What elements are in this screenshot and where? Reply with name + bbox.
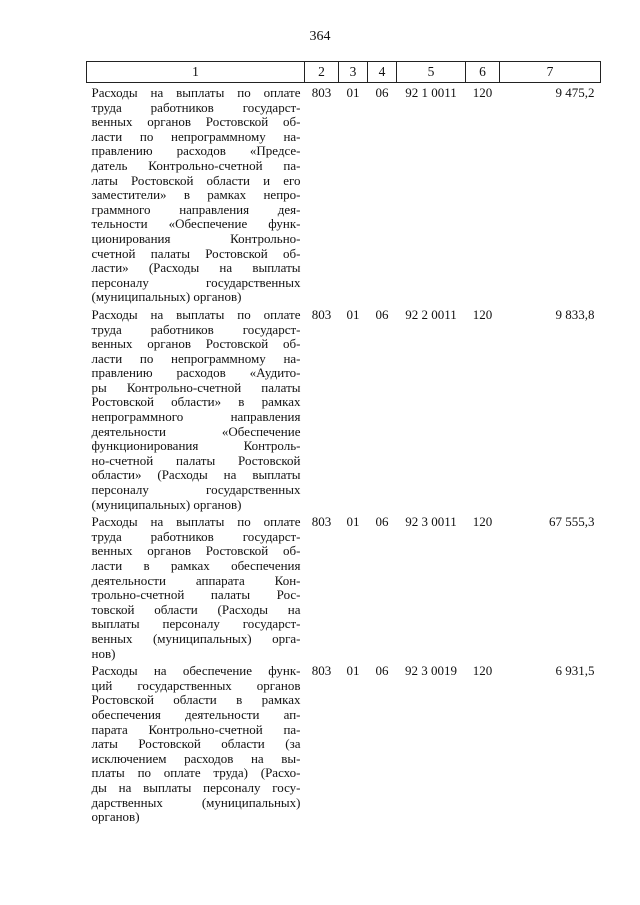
row-section-code: 01 — [346, 663, 360, 679]
description-line: ры Контрольно-счетной палаты — [91, 379, 301, 395]
description-line: латы Ростовской области и его — [91, 172, 301, 188]
table-row — [87, 661, 601, 825]
row-amount: 9 475,2 — [555, 85, 595, 100]
description-line: венных (муниципальных) орга- — [91, 630, 301, 646]
description-line: венных органов Ростовской об- — [91, 336, 301, 352]
description-line: ласти по непрограммному на- — [91, 128, 301, 144]
description-line: ций государственных органов — [91, 677, 301, 693]
description-line: области» (Расходы на выплаты — [91, 467, 301, 483]
description-line: трольно-счетной палаты Рос- — [91, 587, 301, 603]
description-line: деятельности «Обеспечение — [91, 423, 301, 439]
row-ministry-code: 803 — [311, 663, 332, 679]
header-col-5: 5 — [397, 62, 466, 83]
description-line: Расходы на выплаты по оплате — [91, 306, 301, 322]
row-section-code: 01 — [346, 306, 360, 322]
description-line: персоналу государственных — [91, 274, 301, 290]
description-line: ласти» (Расходы на выплаты — [91, 260, 301, 276]
description-line: Расходы на выплаты по оплате — [91, 514, 301, 530]
row-subsection-code: 06 — [375, 663, 389, 679]
description-line: венных органов Ростовской об- — [91, 114, 301, 130]
description-line: нов) — [91, 645, 116, 661]
description-line: венных органов Ростовской об- — [91, 543, 301, 559]
description-line: граммного направления дея- — [91, 201, 301, 217]
description-line: Расходы на выплаты по оплате — [91, 85, 301, 100]
row-ministry-code: 803 — [311, 514, 332, 530]
description-line: непрограммного направления — [91, 409, 301, 425]
row-ministry-code: 803 — [311, 85, 332, 100]
row-subsection-code: 06 — [375, 306, 389, 322]
description-line: правлению расходов «Предсе- — [91, 143, 301, 159]
description-line: (муниципальных) органов) — [91, 496, 242, 512]
description-line: Расходы на обеспечение функ- — [91, 663, 301, 679]
description-line: латы Ростовской области (за — [91, 736, 301, 752]
description-line: датель Контрольно-счетной па- — [91, 157, 301, 173]
table-row — [87, 512, 601, 661]
description-line: ционирования Контрольно- — [91, 230, 301, 246]
row-subsection-code: 06 — [375, 514, 389, 530]
row-section-code: 01 — [346, 85, 360, 100]
header-col-3: 3 — [339, 62, 368, 83]
row-target-code: 92 3 0019 — [405, 663, 457, 679]
description-line: труда работников государст- — [91, 321, 301, 337]
row-ministry-code: 803 — [311, 306, 332, 322]
header-col-1: 1 — [87, 62, 305, 83]
page-number: 364 — [309, 29, 331, 44]
table-row — [87, 83, 601, 305]
description-line: ласти в рамках обеспечения — [91, 558, 301, 573]
row-description — [87, 83, 305, 305]
description-line: исключением расходов на вы- — [91, 750, 301, 766]
header-col-2: 2 — [305, 62, 339, 83]
row-target-code: 92 3 0011 — [405, 514, 457, 530]
description-line: функционирования Контроль- — [91, 438, 301, 454]
row-target-code: 92 2 0011 — [405, 306, 457, 322]
description-line: дарственных (муниципальных) — [91, 794, 301, 810]
description-line: счетной палаты Ростовской об- — [91, 245, 301, 261]
description-line: труда работников государст- — [91, 99, 301, 115]
description-line: заместители» в рамках непро- — [91, 187, 301, 203]
row-description — [87, 305, 305, 512]
header-col-4: 4 — [368, 62, 397, 83]
row-description — [87, 661, 305, 825]
description-line: но-счетной палаты Ростовской — [91, 452, 301, 468]
row-amount: 9 833,8 — [555, 306, 595, 322]
description-line: Ростовской области» в рамках — [91, 394, 301, 410]
row-expense-type-code: 120 — [472, 663, 493, 679]
description-line: ды на выплаты персоналу госу- — [91, 779, 301, 795]
description-line: труда работников государст- — [91, 528, 301, 544]
header-col-6: 6 — [466, 62, 500, 83]
header-col-7: 7 — [500, 62, 601, 83]
row-description — [87, 512, 305, 661]
description-line: (муниципальных) органов) — [91, 289, 242, 305]
row-expense-type-code: 120 — [472, 85, 493, 100]
row-target-code: 92 1 0011 — [405, 85, 457, 100]
description-line: Ростовской области в рамках — [91, 692, 301, 708]
row-subsection-code: 06 — [375, 85, 389, 100]
description-line: ласти по непрограммному на- — [91, 350, 301, 366]
budget-table — [86, 61, 601, 825]
description-line: персоналу государственных — [91, 482, 301, 498]
description-line: обеспечения деятельности ап- — [91, 706, 301, 722]
description-line: товской области (Расходы на — [91, 601, 301, 617]
row-expense-type-code: 120 — [472, 514, 493, 530]
table-row — [87, 305, 601, 512]
row-expense-type-code: 120 — [472, 306, 493, 322]
description-line: парата Контрольно-счетной па- — [91, 721, 301, 737]
description-line: тельности «Обеспечение функ- — [91, 216, 301, 232]
description-line: платы по оплате труда) (Расхо- — [91, 765, 301, 781]
header-row — [87, 62, 601, 83]
description-line: органов) — [91, 809, 140, 825]
row-amount: 67 555,3 — [549, 514, 595, 530]
row-amount: 6 931,5 — [555, 663, 595, 679]
description-line: правлению расходов «Аудито- — [91, 365, 301, 381]
description-line: деятельности аппарата Кон- — [91, 572, 301, 588]
row-section-code: 01 — [346, 514, 360, 530]
description-line: выплаты персоналу государст- — [91, 616, 301, 632]
